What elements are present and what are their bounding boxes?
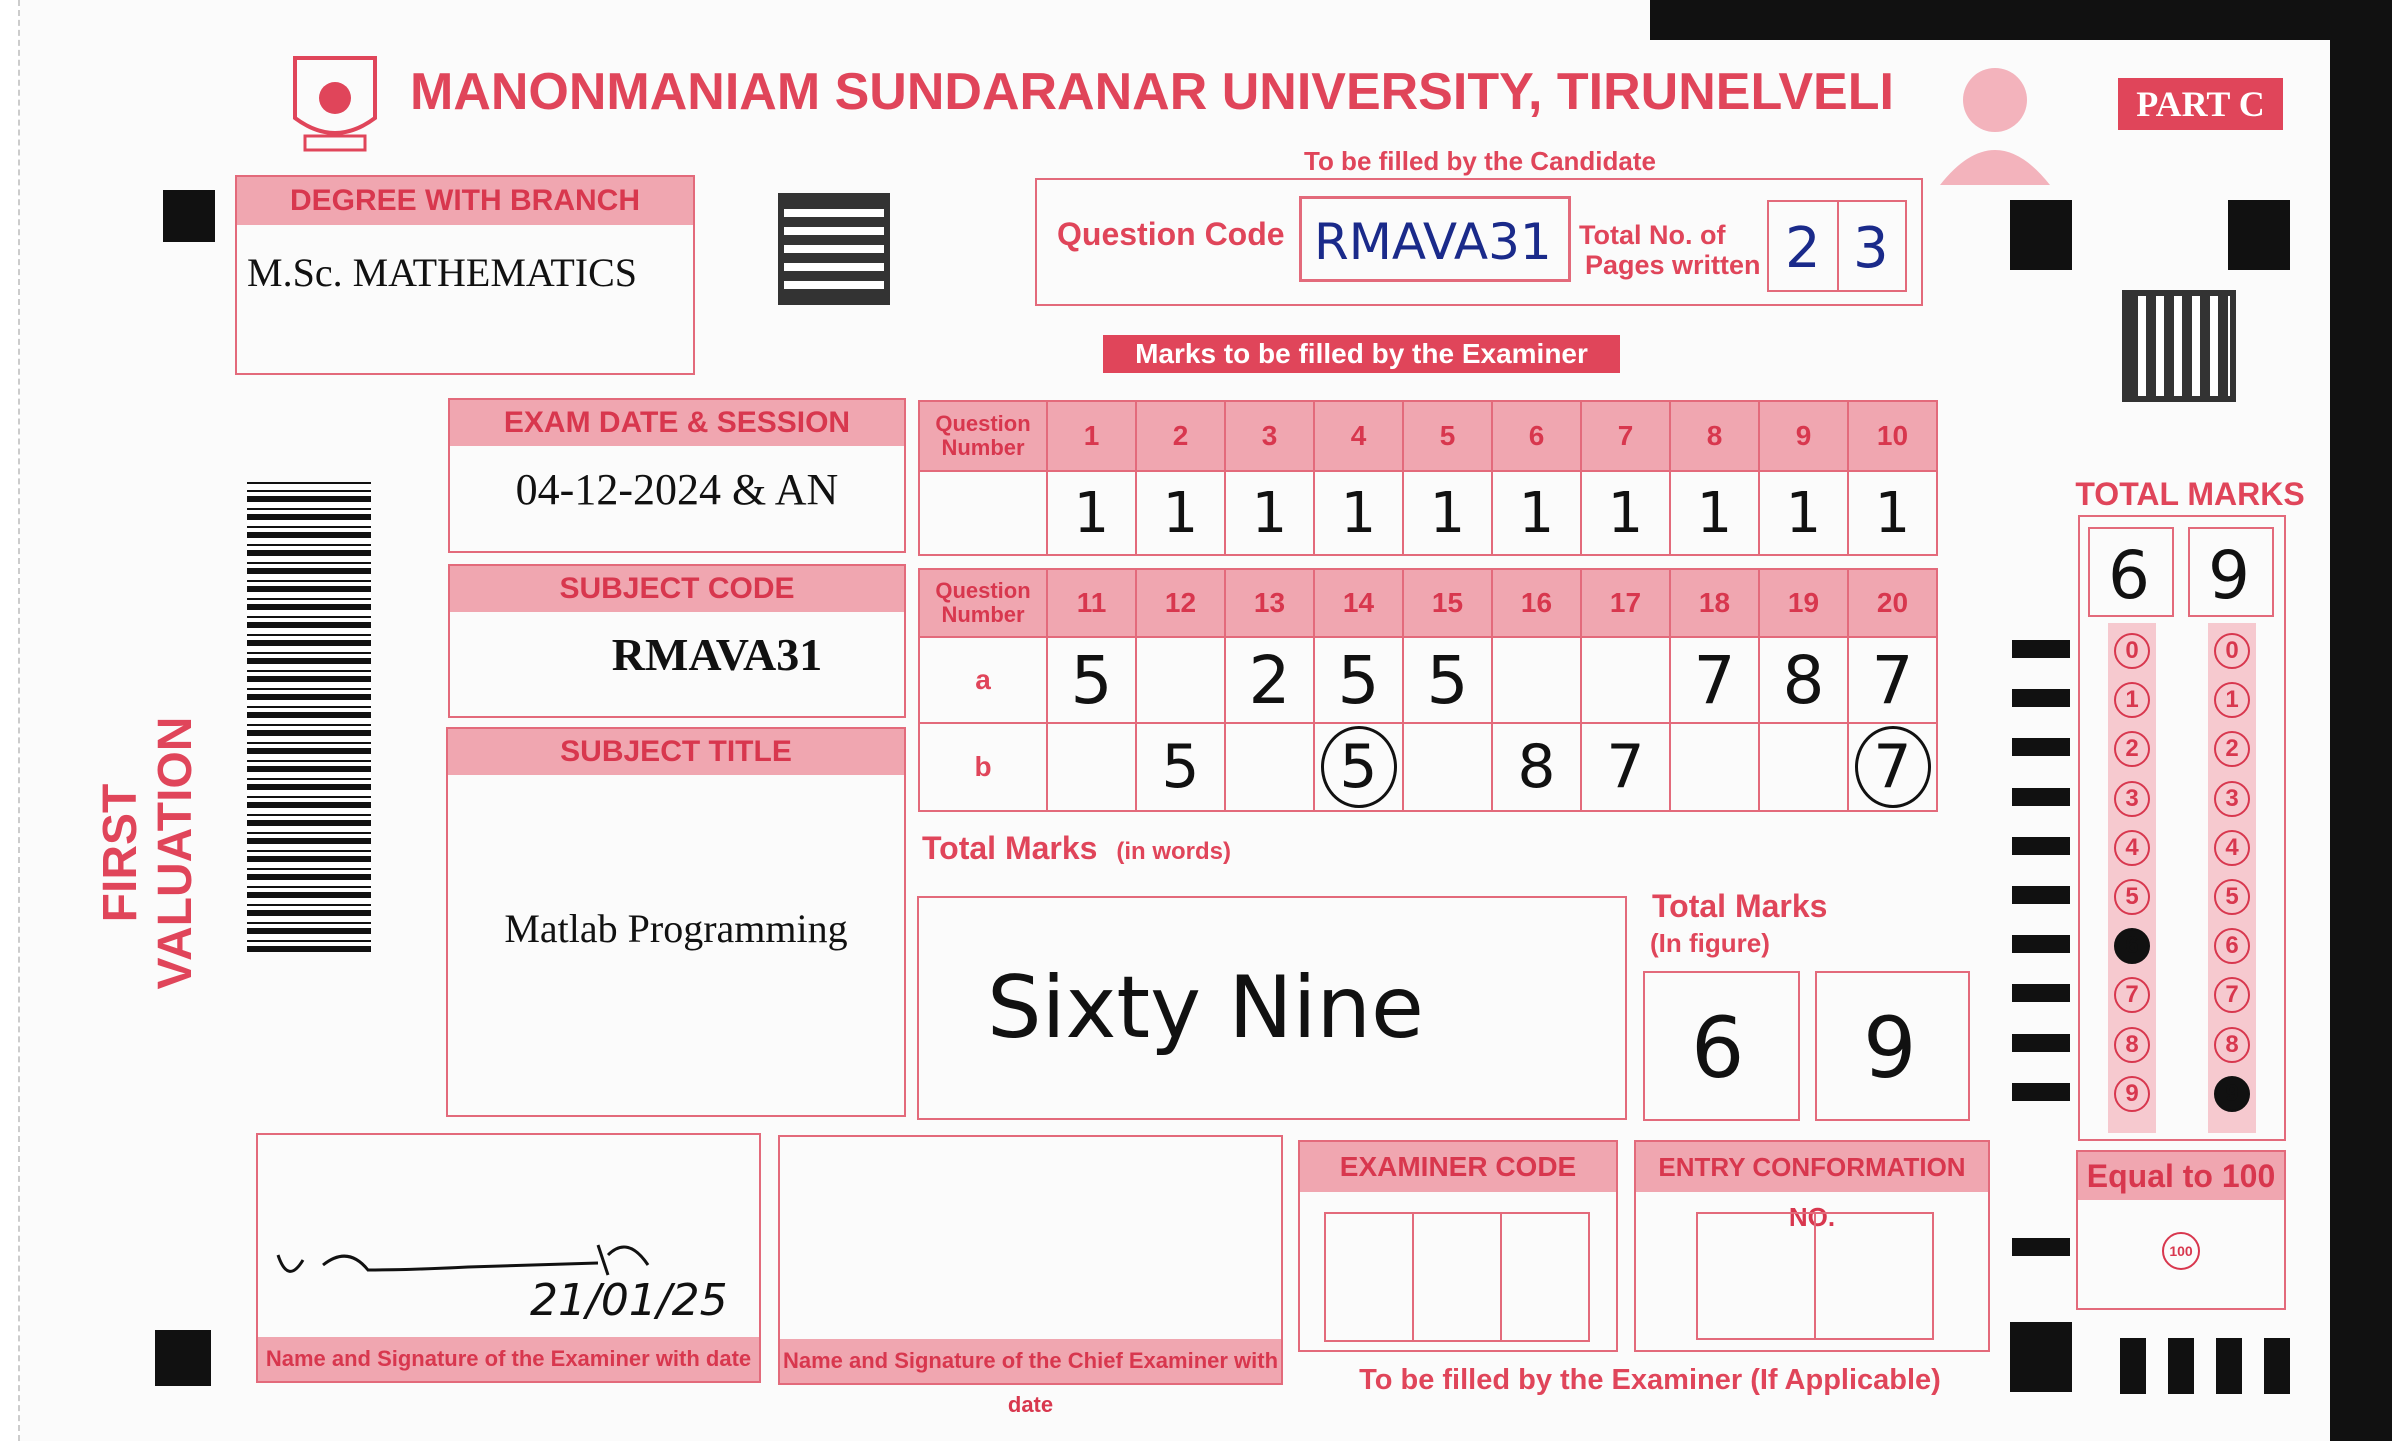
question-number-label: Question Number <box>935 411 1031 460</box>
subject-code-label: SUBJECT CODE <box>450 566 904 612</box>
grid2-row-b-cell[interactable] <box>1760 724 1849 812</box>
examiner-signature-date: 21/01/25 <box>530 1275 728 1326</box>
degree-value: M.Sc. MATHEMATICS <box>247 250 638 295</box>
grid2-row-a-cell[interactable] <box>1582 638 1671 724</box>
mark-bubble[interactable]: 7 <box>2214 977 2250 1013</box>
grid1-mark-cell[interactable]: 1 <box>1137 472 1226 556</box>
grid2-row-a-cell[interactable]: 7 <box>1671 638 1760 724</box>
grid2-row-a-cell[interactable]: 7 <box>1849 638 1938 724</box>
grid1-question-number: 4 <box>1315 402 1404 472</box>
exam-date-label: EXAM DATE & SESSION <box>450 400 904 446</box>
grid1-mark-cell[interactable]: 1 <box>1493 472 1582 556</box>
part-badge <box>2118 78 2283 130</box>
mark-bubble[interactable]: 3 <box>2114 781 2150 817</box>
timing-mark <box>2012 788 2070 806</box>
timing-mark <box>155 1330 211 1386</box>
grid2-question-number: 15 <box>1404 570 1493 638</box>
grid2-row-b-cell[interactable] <box>1048 724 1137 812</box>
examiner-signature-label: Name and Signature of the Examiner with date <box>258 1337 759 1381</box>
timing-mark <box>2120 1338 2146 1394</box>
grid2-question-number: 12 <box>1137 570 1226 638</box>
grid2-question-number: 20 <box>1849 570 1938 638</box>
pages-label-2: Pages written <box>1585 250 1761 280</box>
timing-mark <box>2012 935 2070 953</box>
total-words-value: Sixty Nine <box>987 958 1424 1058</box>
mark-bubble[interactable]: 0 <box>2214 633 2250 669</box>
pages-digit-1: 2 <box>1785 216 1821 281</box>
mark-bubble[interactable]: 3 <box>2214 781 2250 817</box>
mark-bubble[interactable]: 4 <box>2214 830 2250 866</box>
examiner-code-cell-1[interactable] <box>1324 1212 1414 1342</box>
qr-code <box>778 193 890 305</box>
question-number-header <box>920 402 1048 472</box>
total-figure-digit-box-2 <box>1815 971 1970 1121</box>
grid2-row-a-cell[interactable]: 5 <box>1315 638 1404 724</box>
timing-mark <box>2012 886 2070 904</box>
timing-mark <box>2228 200 2290 270</box>
timing-mark <box>2216 1338 2242 1394</box>
equal-to-100-bubble[interactable] <box>2162 1232 2200 1270</box>
grid1-mark-cell[interactable]: 1 <box>1849 472 1938 556</box>
university-name: MANONMANIAM SUNDARANAR UNIVERSITY, TIRUNELVELI <box>410 63 1894 121</box>
grid2-question-number: 11 <box>1048 570 1137 638</box>
equal-to-100-bubble-text: 100 <box>2169 1243 2193 1259</box>
grid2-question-number: 13 <box>1226 570 1315 638</box>
timing-mark <box>2168 1338 2194 1394</box>
grid2-row-b-cell[interactable] <box>1315 724 1404 812</box>
pages-divider <box>1837 202 1839 290</box>
grid2-row-b-cell[interactable] <box>1137 724 1226 812</box>
side-digit-box-2 <box>2188 527 2274 617</box>
subject-title-value: Matlab Programming <box>504 906 848 951</box>
grid1-mark-cell[interactable]: 1 <box>1048 472 1137 556</box>
mark-bubble[interactable]: 7 <box>2114 977 2150 1013</box>
grid2-row-a-cell[interactable]: 2 <box>1226 638 1315 724</box>
candidate-note: To be filled by the Candidate <box>1304 146 1656 176</box>
mark-bubble[interactable]: 5 <box>2114 879 2150 915</box>
question-number-header-2 <box>920 570 1048 638</box>
entry-conformation-cell-1[interactable] <box>1696 1212 1816 1340</box>
mark-bubble[interactable]: 5 <box>2214 879 2250 915</box>
grid2-question-number: 18 <box>1671 570 1760 638</box>
grid2-row-a-cell[interactable] <box>1493 638 1582 724</box>
grid1-question-number: 9 <box>1760 402 1849 472</box>
examiner-code-cell-3[interactable] <box>1500 1212 1590 1342</box>
equal-to-100-label: Equal to 100 <box>2078 1152 2284 1200</box>
grid1-question-number: 10 <box>1849 402 1938 472</box>
grid1-question-number: 2 <box>1137 402 1226 472</box>
row-a-label <box>920 638 1048 724</box>
timing-mark <box>2012 1083 2070 1101</box>
grid1-mark-cell[interactable]: 1 <box>1582 472 1671 556</box>
mark-bubble[interactable]: 8 <box>2114 1027 2150 1063</box>
degree-box <box>235 175 695 375</box>
timing-mark <box>2012 1034 2070 1052</box>
mark-bubble[interactable]: 6 <box>2214 928 2250 964</box>
question-code-value: RMAVA31 <box>1314 213 1552 271</box>
exam-date-box <box>448 398 906 553</box>
examiner-code-label: EXAMINER CODE <box>1300 1142 1616 1192</box>
grid2-row-b-value: 5 <box>1321 726 1397 808</box>
row-b-label <box>920 724 1048 812</box>
grid2-row-b-cell[interactable] <box>1582 724 1671 812</box>
total-figure-digit-1: 6 <box>1691 999 1745 1097</box>
mark-bubble[interactable]: 4 <box>2114 830 2150 866</box>
timing-mark <box>2264 1338 2290 1394</box>
grid2-row-b-value: 8 <box>1517 732 1556 802</box>
grid1-mark-cell[interactable]: 1 <box>1760 472 1849 556</box>
subject-title-label: SUBJECT TITLE <box>448 729 904 775</box>
entry-conformation-box <box>1634 1140 1990 1352</box>
university-logo <box>285 48 385 158</box>
first-valuation-label: FIRST VALUATION <box>94 716 202 990</box>
mark-bubble[interactable]: 9 <box>2214 1076 2250 1112</box>
total-words-heading <box>922 830 1231 867</box>
exam-date-value: 04-12-2024 & AN <box>515 465 839 514</box>
mark-bubble[interactable]: 8 <box>2214 1027 2250 1063</box>
grid2-question-number: 17 <box>1582 570 1671 638</box>
empty-label-cell <box>920 472 1048 556</box>
grid2-row-b-cell[interactable] <box>1849 724 1938 812</box>
total-words-sub: (in words) <box>1116 838 1231 865</box>
grid2-row-a-cell[interactable]: 5 <box>1048 638 1137 724</box>
grid2-row-b-cell[interactable] <box>1671 724 1760 812</box>
mark-bubble[interactable]: 2 <box>2114 731 2150 767</box>
examiner-banner: Marks to be filled by the Examiner <box>1103 335 1620 373</box>
chief-signature-label: Name and Signature of the Chief Examiner with date <box>780 1339 1281 1383</box>
grid1-question-number: 1 <box>1048 402 1137 472</box>
grid2-row-a-cell[interactable]: 5 <box>1404 638 1493 724</box>
timing-mark <box>2012 1238 2070 1256</box>
mark-bubble[interactable]: 6 <box>2114 928 2150 964</box>
row-a-label-text: a <box>975 664 991 695</box>
total-words-label: Total Marks <box>922 830 1098 866</box>
marks-grid-2 <box>918 568 1938 812</box>
row-b-label-text: b <box>974 751 992 782</box>
timing-mark <box>2010 1322 2072 1392</box>
torn-edge-left <box>0 0 20 1441</box>
grid1-question-number: 3 <box>1226 402 1315 472</box>
timing-mark <box>2012 738 2070 756</box>
question-number-label-2: Question Number <box>935 578 1031 627</box>
grid2-row-b-cell[interactable] <box>1226 724 1315 812</box>
pages-field <box>1767 200 1907 292</box>
chief-signature-box <box>778 1135 1283 1417</box>
part-label: PART C <box>2136 84 2265 124</box>
grid2-row-b-cell[interactable] <box>1493 724 1582 812</box>
grid2-question-number: 14 <box>1315 570 1404 638</box>
entry-conformation-label: ENTRY CONFORMATION NO. <box>1636 1142 1988 1192</box>
subject-code-box <box>448 564 906 718</box>
timing-mark <box>2012 689 2070 707</box>
entry-conformation-cell-2[interactable] <box>1814 1212 1934 1340</box>
side-digit-2: 9 <box>2208 537 2250 614</box>
mark-bubble[interactable]: 0 <box>2114 633 2150 669</box>
subject-code-value: RMAVA31 <box>611 629 823 680</box>
pages-label-1: Total No. of <box>1579 220 1726 250</box>
timing-mark <box>2012 837 2070 855</box>
timing-mark <box>2012 640 2070 658</box>
degree-label: DEGREE WITH BRANCH <box>237 177 693 225</box>
examiner-signature-box <box>256 1133 761 1383</box>
grid2-question-number: 19 <box>1760 570 1849 638</box>
timing-mark <box>2010 200 2072 270</box>
grid1-question-number: 8 <box>1671 402 1760 472</box>
mark-bubble[interactable]: 1 <box>2214 682 2250 718</box>
timing-mark <box>163 190 215 242</box>
grid1-question-number: 6 <box>1493 402 1582 472</box>
qr-code <box>2122 290 2236 402</box>
torn-edge <box>1650 0 2392 40</box>
grid2-row-b-value: 7 <box>1606 732 1645 802</box>
grid1-mark-cell[interactable]: 1 <box>1226 472 1315 556</box>
examiner-code-cell-2[interactable] <box>1412 1212 1502 1342</box>
total-figure-digit-2: 9 <box>1863 999 1917 1097</box>
grid2-row-a-cell[interactable] <box>1137 638 1226 724</box>
grid1-question-number: 5 <box>1404 402 1493 472</box>
total-figure-sub: (In figure) <box>1650 928 1770 958</box>
equal-to-100-box <box>2076 1150 2286 1310</box>
total-figure-digit-box-1 <box>1643 971 1800 1121</box>
question-code-box <box>1035 178 1923 306</box>
examiner-code-box <box>1298 1140 1618 1352</box>
question-code-field <box>1299 196 1571 282</box>
grid2-row-b-value: 5 <box>1161 732 1200 802</box>
portrait-image <box>1930 55 2060 185</box>
total-figure-label: Total Marks <box>1652 888 1828 924</box>
marks-grid-1 <box>918 400 1938 556</box>
torn-edge-right <box>2330 0 2392 1441</box>
barcode <box>247 482 371 952</box>
pages-digit-2: 3 <box>1853 216 1889 281</box>
total-words-box <box>917 896 1627 1120</box>
side-total-marks-box <box>2078 515 2286 1141</box>
grid2-row-b-cell[interactable] <box>1404 724 1493 812</box>
footer-note: To be filled by the Examiner (If Applicable) <box>1359 1364 1941 1396</box>
grid2-question-number: 16 <box>1493 570 1582 638</box>
mark-bubble[interactable]: 1 <box>2114 682 2150 718</box>
side-digit-1: 6 <box>2108 537 2150 614</box>
side-total-marks-label: TOTAL MARKS <box>2075 476 2305 512</box>
side-digit-box-1 <box>2088 527 2174 617</box>
grid1-question-number: 7 <box>1582 402 1671 472</box>
grid1-mark-cell[interactable]: 1 <box>1404 472 1493 556</box>
grid1-mark-cell[interactable]: 1 <box>1315 472 1404 556</box>
grid2-row-b-value: 7 <box>1855 726 1931 808</box>
mark-bubble[interactable]: 2 <box>2214 731 2250 767</box>
timing-mark <box>2012 984 2070 1002</box>
mark-bubble[interactable]: 9 <box>2114 1076 2150 1112</box>
grid2-row-a-cell[interactable]: 8 <box>1760 638 1849 724</box>
subject-title-box <box>446 727 906 1117</box>
question-code-label: Question Code <box>1057 216 1285 252</box>
grid1-mark-cell[interactable]: 1 <box>1671 472 1760 556</box>
